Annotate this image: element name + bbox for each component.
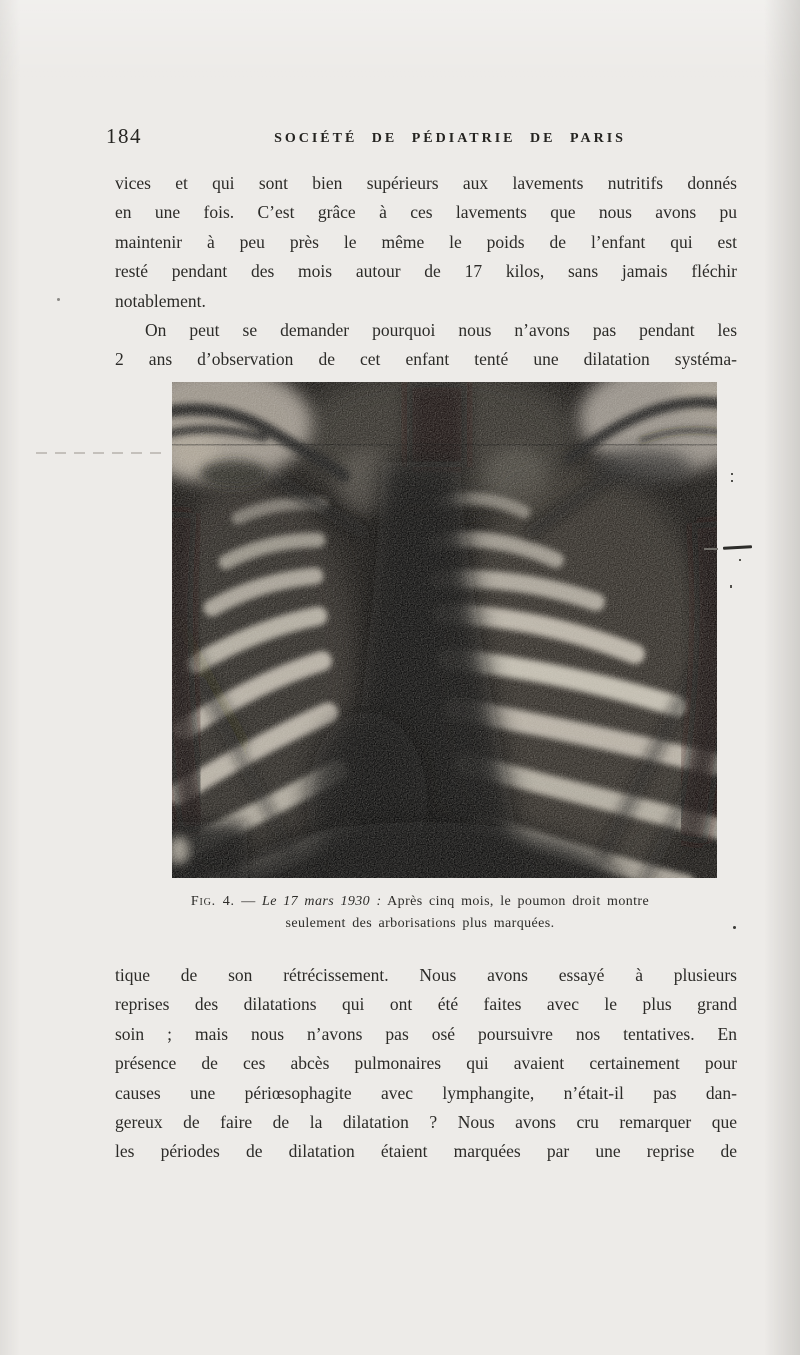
figure-date: Le 17 mars 1930 : [262,894,382,909]
body-text-top [115,169,737,375]
paper-speck [733,926,736,929]
pencil-colon-mark [731,473,733,475]
paragraph-line: gereux de faire de la dilatation ? Nous avons cru remarquer que [115,1111,737,1132]
caption-dash: — [241,894,256,909]
paragraph-line: les périodes de dilatation étaient marquées par une reprise de [115,1141,737,1162]
paper-speck [730,585,732,588]
paragraph-line: maintenir à peu près le même le poids de l’enfant qui est [115,231,737,252]
paragraph-line: en une fois. C’est grâce à ces lavements que nous avons pu [115,202,737,223]
page-number: 184 [106,124,142,148]
pencil-dash-mark [704,548,718,550]
paragraph-line: reprises des dilatations qui ont été faites avec le plus grand [115,994,737,1015]
paragraph-line: notablement. [115,290,206,311]
body-text-bottom [115,961,737,1167]
figure-label: Fig. 4. [190,894,235,909]
figure-caption-line1 [130,891,710,913]
paper-speck [739,559,741,561]
paragraph-line: On peut se demander pourquoi nous n’avons pas pendant les [145,319,737,340]
pencil-dash-mark [723,545,752,550]
paper-speck [57,298,60,301]
figure-caption [130,891,710,934]
paragraph-line: 2 ans d’observation de cet enfant tenté une dilatation systéma- [115,349,737,370]
paragraph-line: causes une périœsophagite avec lymphangite, n’était-il pas dan- [115,1082,737,1103]
journal-title: SOCIÉTÉ DE PÉDIATRIE DE PARIS [274,131,626,146]
caption-text: Après cinq mois, le poumon droit montre [387,894,650,909]
paragraph-line: soin ; mais nous n’avons pas osé poursuivre nos tentatives. En [115,1023,737,1044]
pencil-dashed-line [36,452,166,454]
paragraph-line: tique de son rétrécissement. Nous avons essayé à plusieurs [115,965,737,985]
figure-caption-line2: seulement des arborisations plus marquées. [285,915,555,931]
paragraph-line: vices et qui sont bien supérieurs aux lavements nutritifs donnés [115,173,737,193]
paragraph-line: présence de ces abcès pulmonaires qui avaient certainement pour [115,1053,737,1074]
figure-4 [172,382,717,878]
chest-xray-image [172,382,717,878]
paragraph-line: resté pendant des mois autour de 17 kilos, sans jamais fléchir [115,261,737,282]
